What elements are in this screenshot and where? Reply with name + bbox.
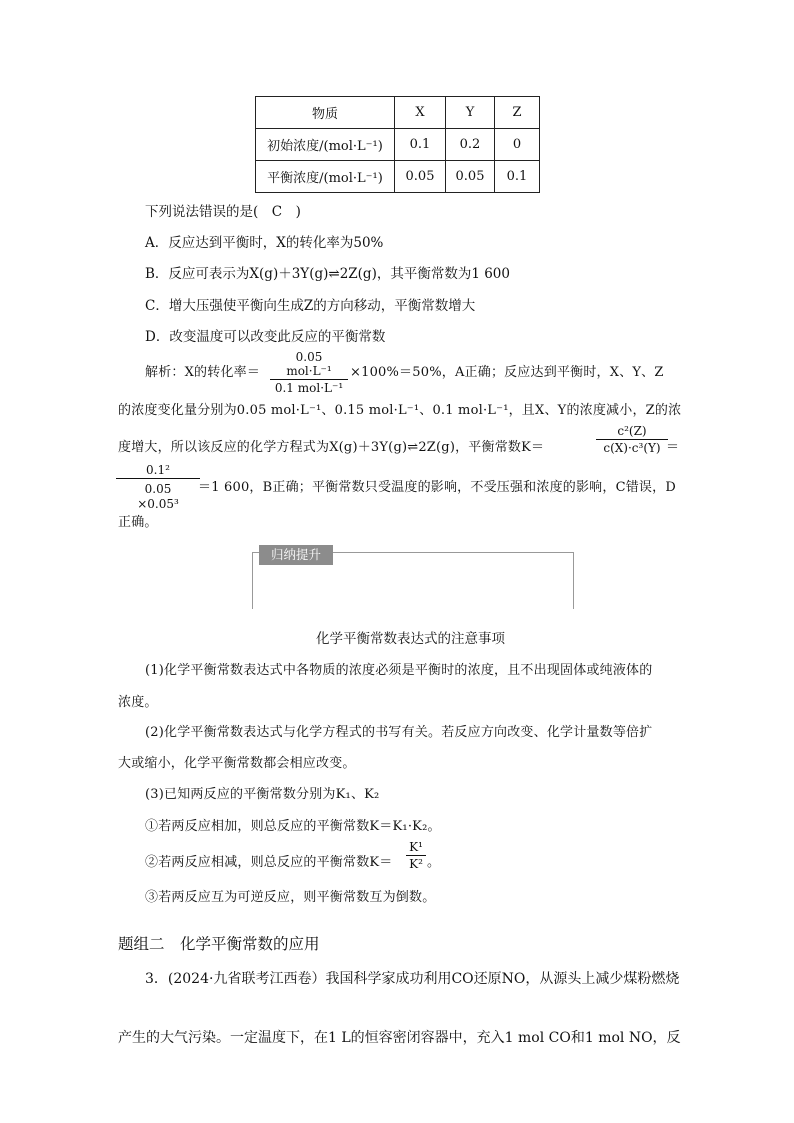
solution-line-1-prefix: 解析：X的转化率＝ — [145, 365, 261, 380]
section-heading: 题组二 化学平衡常数的应用 — [118, 935, 320, 953]
solution-line-1-suffix: ×100%＝50%，A正确；反应达到平衡时，X、Y、Z — [350, 365, 664, 380]
summary-tag: 归纳提升 — [259, 545, 333, 565]
summary-title: 化学平衡常数表达式的注意事项 — [316, 631, 505, 647]
option-d: D．改变温度可以改变此反应的平衡常数 — [145, 329, 386, 345]
fraction-denominator: 0.05 ×0.05³ — [137, 482, 184, 511]
summary-rule-subtract-prefix: ②若两反应相减，则总反应的平衡常数K＝ — [145, 855, 393, 870]
summary-point-1-cont: 浓度。 — [118, 695, 158, 710]
table-cell: 0.1 — [495, 161, 540, 193]
option-a: A．反应达到平衡时，X的转化率为50% — [145, 235, 384, 251]
table-header: Y — [446, 97, 495, 129]
fraction-bar — [116, 478, 200, 479]
ratio-fraction — [406, 840, 426, 871]
table-cell: 0.05 — [395, 161, 446, 193]
summary-point-1: (1)化学平衡常数表达式中各物质的浓度必须是平衡时的浓度，且不出现固体或纯液体的 — [145, 663, 653, 678]
solution-line-5: 正确。 — [118, 515, 158, 530]
fraction-denominator: 0.1 mol·L⁻¹ — [274, 381, 344, 395]
fraction-numerator: c²(Z) — [617, 424, 647, 438]
table-header: X — [395, 97, 446, 129]
table-cell: 0.2 — [446, 129, 495, 161]
summary-rule-add: ①若两反应相加，则总反应的平衡常数K＝K₁·K₂。 — [145, 819, 441, 834]
summary-rule-subtract-suffix: 。 — [427, 855, 441, 870]
fraction-numerator: 0.05 mol·L⁻¹ — [286, 350, 332, 378]
summary-point-2-cont: 大或缩小，化学平衡常数都会相应改变。 — [118, 756, 356, 771]
table-cell: 初始浓度/(mol·L⁻¹) — [256, 129, 395, 161]
fraction-bar — [270, 379, 348, 380]
solution-line-3-prefix: 度增大，所以该反应的化学方程式为X(g)＋3Y(g)⇌2Z(g)，平衡常数K＝ — [118, 440, 545, 455]
solution-line-2: 的浓度变化量分别为0.05 mol·L⁻¹、0.15 mol·L⁻¹、0.1 mol·L⁻¹，且X、Y的浓度减小，Z的浓 — [118, 403, 682, 418]
conversion-fraction — [270, 350, 348, 395]
table-header: Z — [495, 97, 540, 129]
summary-rule-reverse: ③若两反应互为可逆反应，则平衡常数互为倒数。 — [145, 890, 436, 905]
summary-point-3: (3)已知两反应的平衡常数分别为K₁、K₂ — [145, 787, 380, 802]
option-c: C．增大压强使平衡向生成Z的方向移动，平衡常数增大 — [145, 298, 476, 314]
fraction-denominator: K² — [409, 857, 423, 871]
solution-line-3-suffix: ＝ — [666, 440, 680, 455]
table-header: 物质 — [256, 97, 395, 129]
value-fraction — [116, 463, 200, 511]
question-3-line-1: 3．(2024·九省联考江西卷）我国科学家成功利用CO还原NO，从源头上减少煤粉燃烧 — [145, 971, 680, 987]
solution-line-4: ＝1 600，B正确；平衡常数只受温度的影响，不受压强和浓度的影响，C错误，D — [198, 480, 676, 495]
question-stem: 下列说法错误的是( C ) — [145, 204, 301, 220]
fraction-denominator: c(X)·c³(Y) — [603, 441, 661, 455]
table-header-row — [256, 97, 540, 129]
table-cell: 0.1 — [395, 129, 446, 161]
fraction-bar — [596, 439, 668, 440]
concentration-table — [255, 96, 540, 193]
table-cell: 0 — [495, 129, 540, 161]
table-cell: 0.05 — [446, 161, 495, 193]
equilibrium-constant-fraction — [596, 424, 668, 455]
table-row — [256, 129, 540, 161]
summary-point-2: (2)化学平衡常数表达式与化学方程式的书写有关。若反应方向改变、化学计量数等倍扩 — [145, 725, 653, 740]
question-3-line-2: 产生的大气污染。一定温度下，在1 L的恒容密闭容器中，充入1 mol CO和1 mol NO，反 — [118, 1030, 681, 1046]
option-b: B．反应可表示为X(g)＋3Y(g)⇌2Z(g)，其平衡常数为1 600 — [145, 266, 510, 282]
fraction-bar — [406, 855, 426, 856]
table-row — [256, 161, 540, 193]
fraction-numerator: 0.1² — [146, 463, 170, 477]
fraction-numerator: K¹ — [409, 840, 423, 854]
table-cell: 平衡浓度/(mol·L⁻¹) — [256, 161, 395, 193]
